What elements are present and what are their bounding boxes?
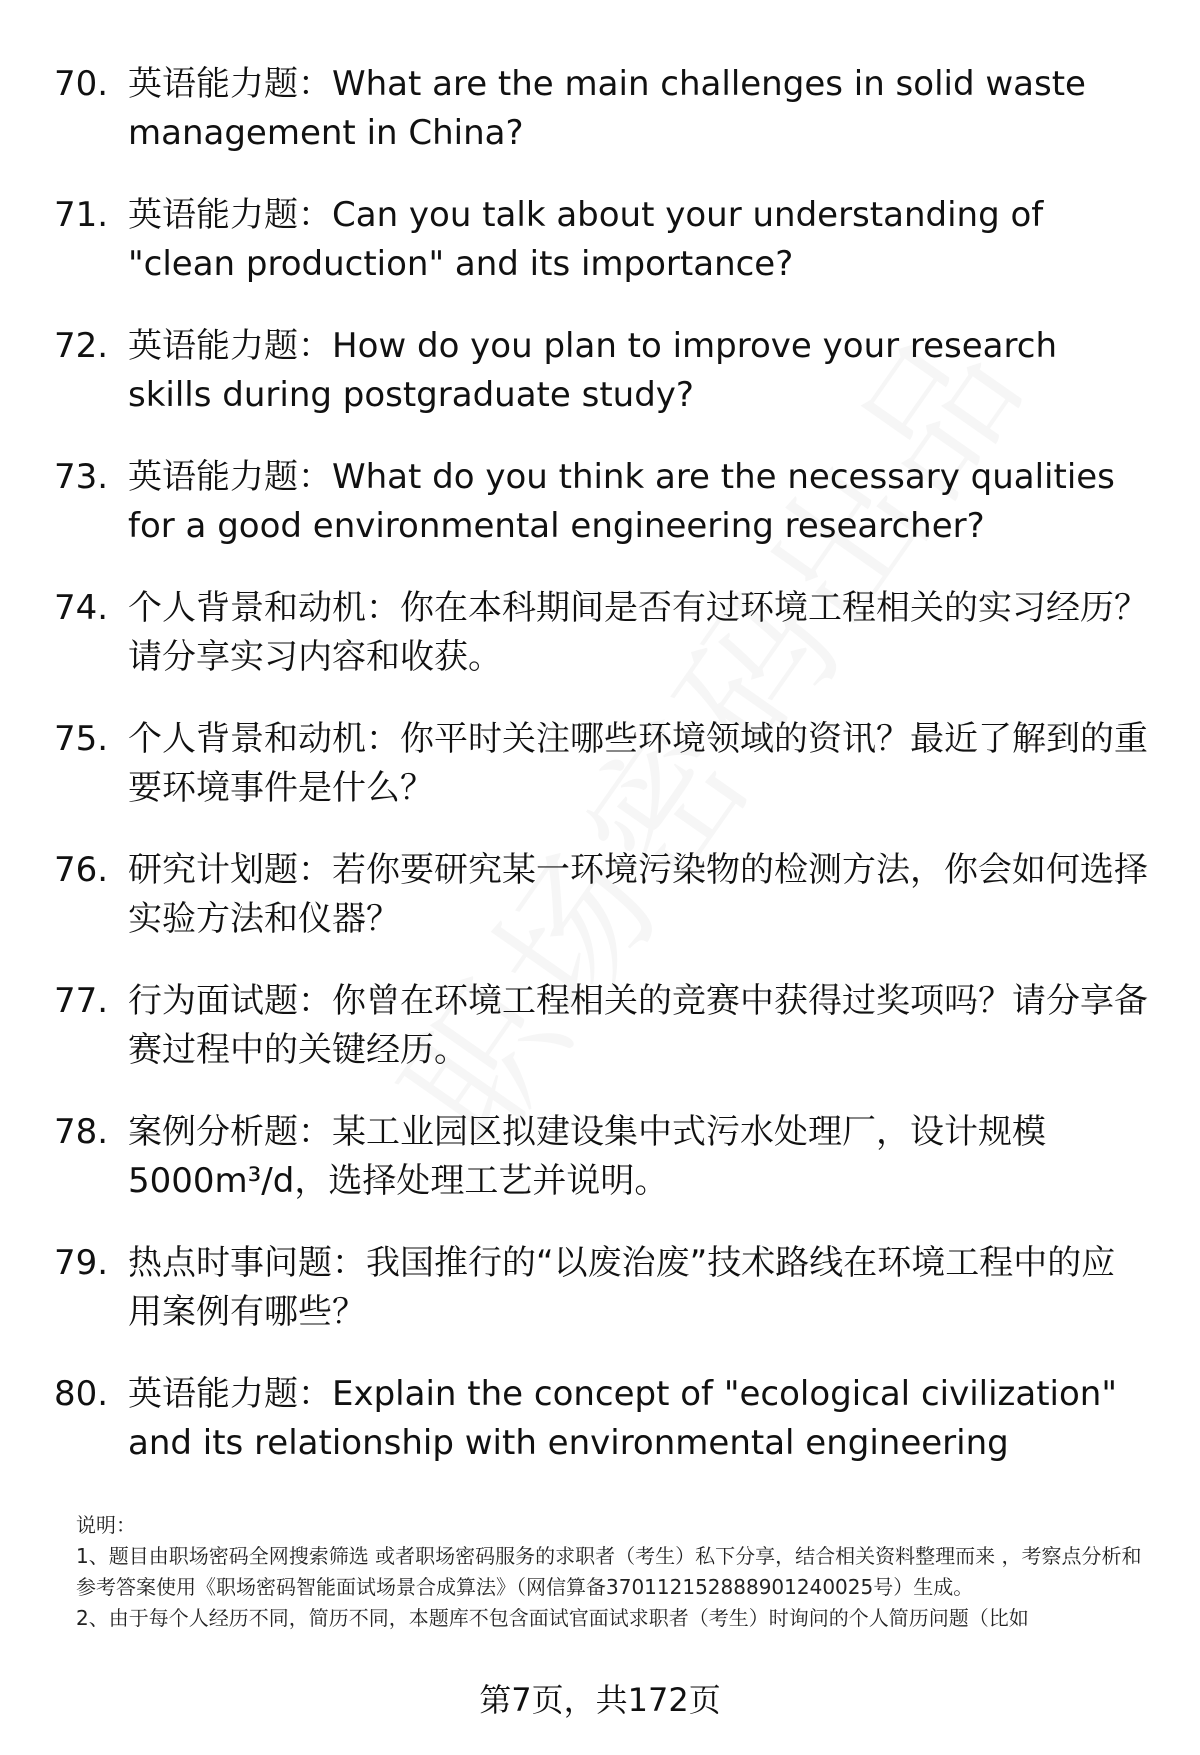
question-list	[54, 60, 1154, 1501]
question-item	[54, 60, 1154, 191]
question-text: 英语能力题：What are the main challenges in solid waste management in China?	[128, 64, 1086, 153]
question-text: 案例分析题：某工业园区拟建设集中式污水处理厂，设计规模5000m³/d，选择处理工艺并说明。	[128, 1112, 1046, 1201]
question-number: 79.	[54, 1243, 109, 1283]
question-item	[54, 715, 1154, 846]
question-number: 78.	[54, 1112, 109, 1152]
question-item	[54, 584, 1154, 715]
question-text: 行为面试题：你曾在环境工程相关的竞赛中获得过奖项吗？请分享备赛过程中的关键经历。	[128, 981, 1148, 1070]
question-number: 77.	[54, 981, 109, 1021]
question-text: 研究计划题：若你要研究某一环境污染物的检测方法，你会如何选择实验方法和仪器？	[128, 850, 1148, 939]
notes-item: 1、题目由职场密码全网搜索筛选 或者职场密码服务的求职者（考生）私下分享，结合相关资料整理而来 ，考察点分析和参考答案使用《职场密码智能面试场景合成算法》（网信算备370112152888901240025号）生成。	[76, 1544, 1142, 1599]
question-item	[54, 846, 1154, 977]
question-number: 71.	[54, 195, 109, 235]
question-text: 英语能力题：What do you think are the necessary qualities for a good environmental engineering researcher?	[128, 457, 1115, 546]
notes-heading: 说明：	[76, 1513, 136, 1537]
question-number: 70.	[54, 64, 109, 104]
question-text: 个人背景和动机：你平时关注哪些环境领域的资讯？最近了解到的重要环境事件是什么？	[128, 719, 1148, 808]
question-text: 英语能力题：Explain the concept of "ecological civilization" and its relationship with environmental engineering	[128, 1374, 1117, 1463]
question-item	[54, 1239, 1154, 1370]
question-item	[54, 977, 1154, 1108]
question-item	[54, 1108, 1154, 1239]
question-text: 个人背景和动机：你在本科期间是否有过环境工程相关的实习经历？请分享实习内容和收获。	[128, 588, 1148, 677]
question-item	[54, 191, 1154, 322]
question-item	[54, 453, 1154, 584]
question-number: 76.	[54, 850, 109, 890]
page-number: 第7页，共172页	[479, 1681, 721, 1719]
question-number: 75.	[54, 719, 109, 759]
notes-section	[76, 1510, 1156, 1634]
question-text: 热点时事问题：我国推行的“以废治废”技术路线在环境工程中的应用案例有哪些？	[128, 1243, 1116, 1332]
question-number: 73.	[54, 457, 109, 497]
question-number: 74.	[54, 588, 109, 628]
notes-item: 2、由于每个人经历不同，简历不同，本题库不包含面试官面试求职者（考生）时询问的个人简历问题（比如	[76, 1606, 1029, 1630]
question-text: 英语能力题：How do you plan to improve your research skills during postgraduate study?	[128, 326, 1057, 415]
question-number: 72.	[54, 326, 109, 366]
question-item	[54, 1370, 1154, 1501]
question-number: 80.	[54, 1374, 109, 1414]
question-item	[54, 322, 1154, 453]
question-text: 英语能力题：Can you talk about your understanding of "clean production" and its importance?	[128, 195, 1044, 284]
